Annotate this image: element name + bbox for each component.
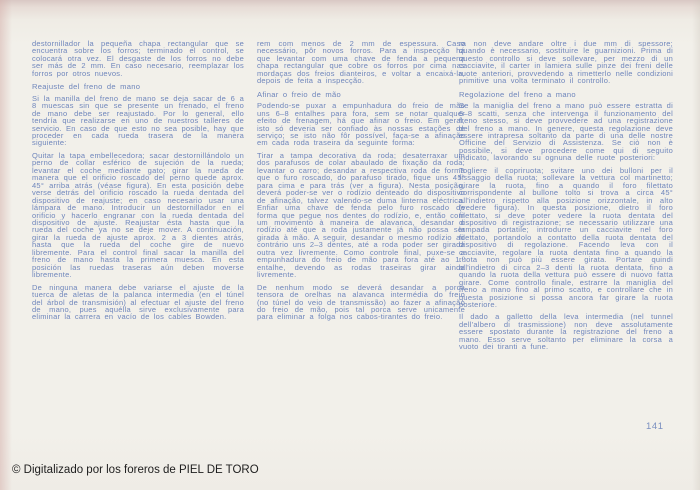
paragraph: Tirar a tampa decorativa da roda; desaterraxar um dos parafusos de colar abaulado de fixação da roda; levantar o carro; desandar a respectiva roda de forma que o furo roscado, do parafuso tirado, fique uns 45° para cima e para trás (ver a figura). Nesta posição, deverá poder-se ver o rodízio denteado do dispositivo de afinação, talvez valendo-se duma linterna eléctrica. Enfiar uma chave de fenda pelo furo roscado de forma que pegue nos dentes do rodízio, e, então com um movimento à maneira de alavanca, desandar o rodízio até que a roda justamente já não possa ser girada à mão. A seguir, desandar o mesmo rodízio ao contrário uns 2–3 dentes, até a roda poder ser girada outra vez livremente. Como controle final, puxe-se a empunhadura do freio de mão para fora até ao 1.º entalhe, devendo as rodas traseiras girar ainda livremente. [257,150,465,280]
paragraph: De nenhum modo se deverá desandar a porca tensora de orelhas na alavanca intermédia do freio (no túnel do veio de transmissão) ao fazer a afinação do freio de mão, pois tal porca serve unicamente para eliminar a folga nos cabos-tirantes do freio. [257,282,465,322]
paragraph: De ninguna manera debe variarse el ajuste de la tuerca de aletas de la palanca intermedia (en el túnel del árbol de transmisión) al efectuar el ajuste del freno de mano, pues aquélla sirve exclusivamente para eliminar la carrera en vacío de los cables Bowden. [32,282,244,322]
watermark: © Digitalizado por los foreros de PIEL DE TORO [12,464,259,476]
paragraph: Quitar la tapa embellecedora; sacar destornillándolo un perno de collar esférico de sujeción de la rueda; levantar el coche mediante gato; girar la rueda de manera que el orificio roscado del perno quede aprox. 45° arriba atrás (véase figura). En esta posición debe verse detrás del orificio roscado la rueda dentada del dispositivo de reajuste; en caso necesario usar una lámpara de mano. Introducir un destornillador en el orificio y hacerlo engranar con la rueda dentada del dispositivo de ajuste. Reajustar ésta hasta que la rueda del coche ya no se deje mover. A continuación, girar la rueda de ajuste aprox. 2 a 3 dientes atrás, hasta que la rueda del coche gire de nuevo libremente. Para el control final sacar la manilla del freno de mano hasta la primera muesca. En esta posición las ruedas traseras aún deben moverse libremente. [32,150,244,280]
paragraph: Si la manilla del freno de mano se deja sacar de 6 a 8 muescas sin que se presente un frenado, el freno de mano debe ser reajustado. Por lo general, ello tendría que realizarse en uno de nuestros talleres de servicio. En caso de que esto no sea posible, hay que proceder en cada rueda trasera de la manera siguiente: [32,93,244,148]
paragraph: rem com menos de 2 mm de espessura. Caso necessário, pôr novos forros. Para a inspecção há que levantar com uma chave de fenda a pequena chapa rectangular que cobre os forros por cima nas mordaças dos freios dianteiros, e voltar a encaixá-la, depois de feita a inspecção. [257,39,465,86]
paragraph: Togliere il copriruota; svitare uno dei bulloni per il fissaggio della ruota; sollevare la vettura col martinetto; girare la ruota, fino a quando il foro filettato corrispondente al bullone tolto si trova a circa 45° all'indietro rispetto alla posizione orizzontale, in alto (vedere figura). In questa posizione, dietro il foro filettato, si deve poter vedere la ruota dentata del dispositivo di registrazione; se necessario utilizzare una lampada portatile; introdurre un cacciavite nel foro filettato, portandolo a contatto della ruota dentata del dispositivo di regolazione. Facendo leva con il cacciavite, regolare la ruota dentata fino a quando la ruota non può più essere girata. Portare quindi all'indietro di circa 2–3 denti la ruota dentata, fino a quando la ruota della vettura può essere di nuovo fatta girare. Come controllo finale, estrarre la maniglia del freno a mano fino al primo scatto, e controllare che in questa posizione si possa ancora far girare la ruota posteriore. [459,165,673,309]
column-spanish [32,40,244,326]
column-italian [459,40,673,356]
section-heading-spanish: Reajuste del freno de mano [32,82,141,92]
section-heading-italian: Regolazione del freno a mano [459,89,576,99]
paragraph: Il dado a galletto della leva intermedia (nel tunnel dell'albero di trasmissione) non deve assolutamente essere spostato durante la registrazione del freno a mano. Esso serve soltanto per eliminare la corsa a vuoto dei tiranti a fune. [459,312,673,352]
paragraph: Se la maniglia del freno a mano può essere estratta di 6–8 scatti, senza che intervenga il funzionamento del freno stesso, si deve provvedere ad una registrazione del freno a mano. In genere, questa regolazione deve essere intrapresa soltanto da parte di una delle nostre Officine del Servizio di Assistenza. Se ciò non è possibile, si deve procedere come qui di seguito indicato, lavorando su ognuna delle ruote posteriori: [459,101,673,163]
section-heading-portuguese: Afinar o freio de mão [257,89,341,99]
column-portuguese [257,40,465,326]
paragraph: destornillador la pequeña chapa rectangular que se encuentra sobre los forros; terminado el control, se colocará otra vez. El desgaste de los forros no debe ser más de 2 mm. En caso necesario, reemplazar los forros por otros nuevos. [32,39,244,78]
paragraph: Podendo-se puxar a empunhadura do freio de mão uns 6–8 entalhes para fora, sem se notar qualquer efeito de frenagem, há que afinar o freio. Em geral, isto só deveria ser confiado às nossas estações de serviço; se isto não fôr possível, faça-se a afinação em cada roda traseira da seguinte forma: [257,101,465,148]
page-number: 141 [646,421,664,432]
paragraph: ra non deve andare oltre i due mm di spessore; quando è necessario, sostituire le guarnizioni. Prima di questo controllo si deve sollevare, per mezzo di un cacciavite, il carter in lamiera sulle pinze dei freni delle ruote anteriori, provvedendo a rimetterlo nelle condizioni primitive una volta terminato il controllo. [459,39,673,86]
